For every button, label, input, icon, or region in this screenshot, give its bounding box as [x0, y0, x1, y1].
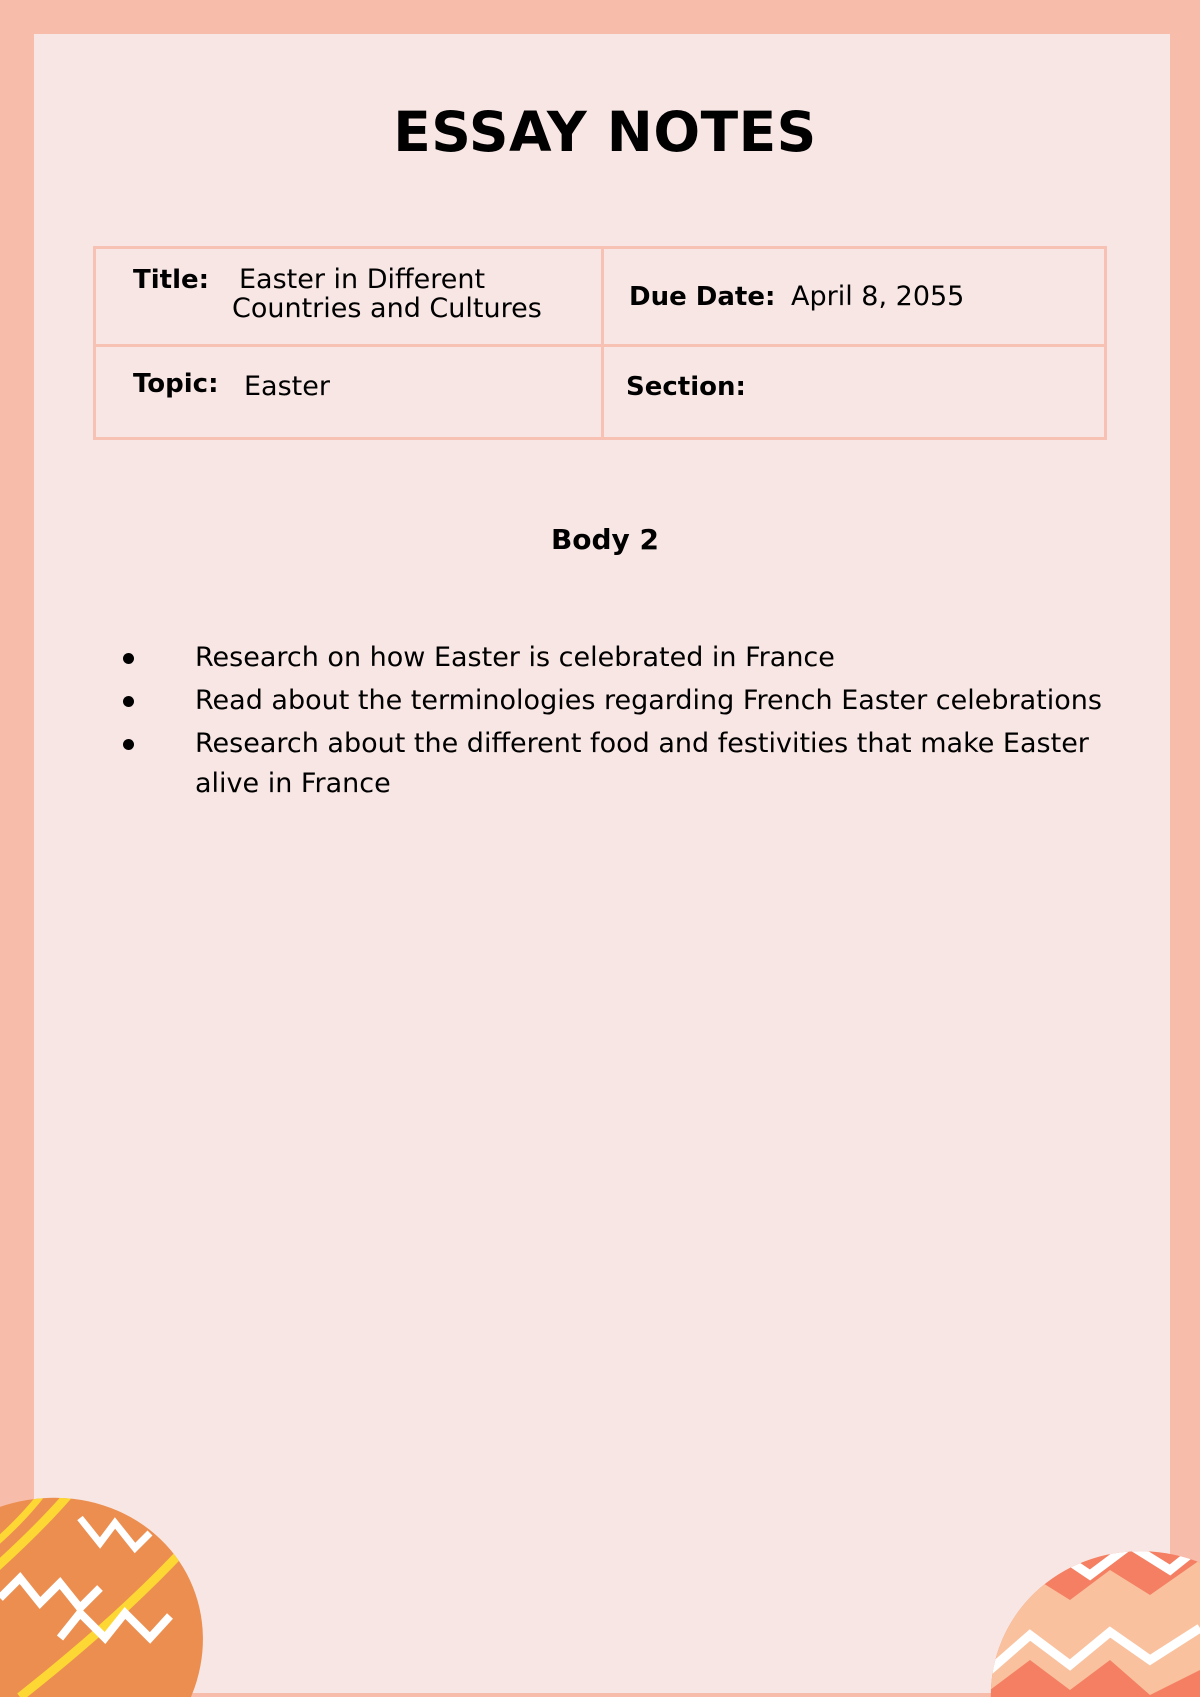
notes-list [0, 638, 1200, 807]
due-date-value: April 8, 2055 [791, 281, 965, 312]
due-date-label: Due Date: [629, 282, 776, 312]
title-value-line1: Easter in Different [239, 264, 486, 295]
table-divider-vertical [601, 249, 604, 437]
title-label: Title: [133, 265, 210, 295]
title-value-line2: Countries and Cultures [232, 293, 542, 324]
easter-egg-icon [990, 1520, 1200, 1697]
list-item: Research about the different food and festivities that make Easter alive in France [0, 724, 1200, 804]
table-divider-horizontal [96, 344, 1104, 347]
section-label: Section: [626, 372, 746, 402]
topic-value: Easter [244, 371, 330, 402]
list-item: Research on how Easter is celebrated in France [0, 638, 1200, 678]
list-item: Read about the terminologies regarding French Easter celebrations [0, 681, 1200, 721]
easter-egg-icon [0, 1488, 210, 1697]
page-title: ESSAY NOTES [393, 100, 817, 164]
info-table [93, 246, 1107, 440]
topic-label: Topic: [133, 369, 219, 399]
section-heading: Body 2 [550, 523, 660, 556]
